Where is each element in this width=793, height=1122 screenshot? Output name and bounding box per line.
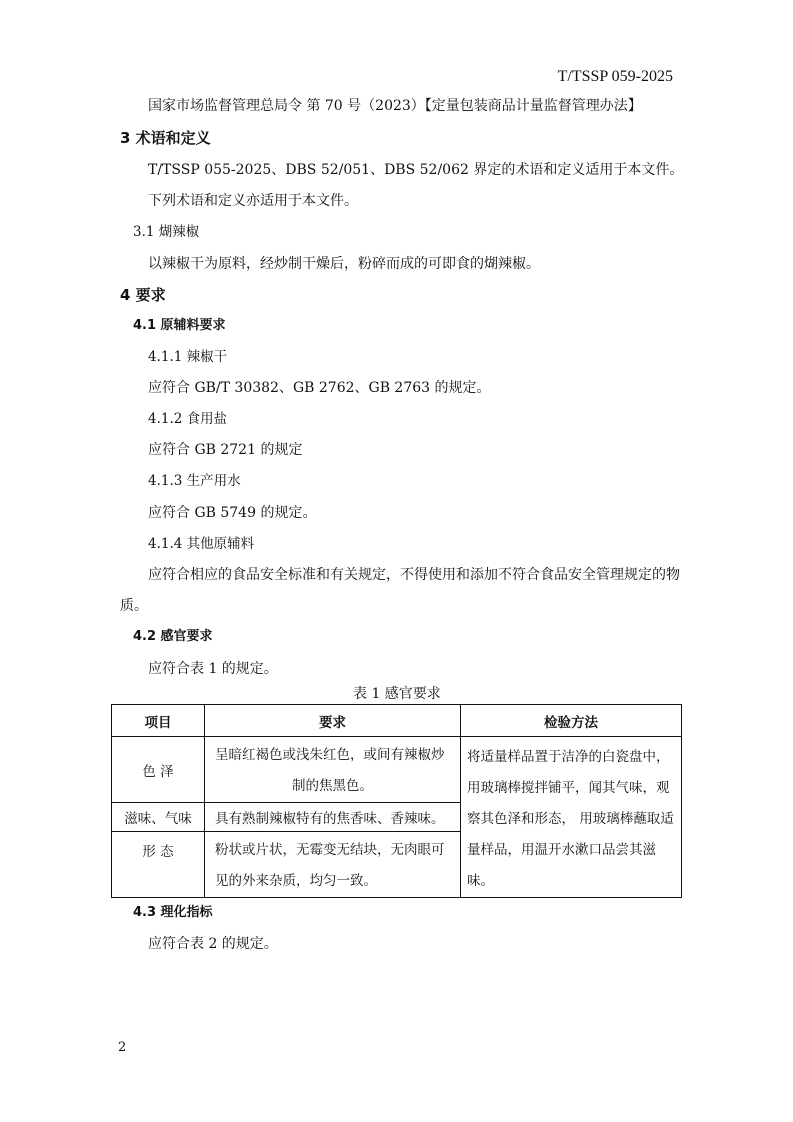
section-4-2-heading: 4.2 感官要求: [133, 629, 213, 644]
section-4-1-heading: 4.1 原辅料要求: [133, 318, 226, 333]
section-4-1-4-heading: 4.1.4 其他原辅料: [148, 536, 255, 552]
section-3-1-definition: 以辣椒干为原料，经炒制干燥后，粉碎而成的可即食的煳辣椒。: [148, 256, 540, 272]
row-requirement-color: [205, 737, 461, 803]
page-number: 2: [118, 1040, 127, 1055]
section-3-para-2: 下列术语和定义亦适用于本文件。: [148, 193, 358, 209]
row-item-color: 色 泽: [112, 737, 205, 803]
requirement-line: 粉状或片状，无霉变无结块，无肉眼可: [215, 842, 445, 858]
row-requirement-form: [205, 832, 461, 898]
document-code: T/TSSP 059-2025: [557, 68, 673, 85]
section-3-para-1: T/TSSP 055-2025、DBS 52/051、DBS 52/062 界定的术语和定义适用于本文件。: [148, 162, 684, 178]
section-4-3-heading: 4.3 理化指标: [133, 905, 213, 920]
table-1-caption: 表 1 感官要求: [353, 686, 441, 702]
table-row: [112, 737, 682, 803]
section-3-1-heading: 3.1 煳辣椒: [133, 224, 200, 240]
section-4-1-3-body: 应符合 GB 5749 的规定。: [148, 505, 317, 521]
section-4-1-3-heading: 4.1.3 生产用水: [148, 473, 241, 489]
section-4-1-4-body-line-2: 质。: [120, 598, 148, 614]
requirement-line: 制的焦黑色。: [292, 778, 373, 794]
section-4-2-body: 应符合表 1 的规定。: [148, 661, 278, 677]
requirement-line: 呈暗红褐色或浅朱红色，或间有辣椒炒: [215, 747, 445, 763]
test-method-cell: 将适量样品置于洁净的白瓷盘中，用玻璃棒搅拌铺平，闻其气味，观察其色泽和形态， 用玻璃棒蘸取适量样品，用温开水漱口品尝其滋味。: [461, 737, 682, 898]
table-header-row: [112, 705, 682, 737]
section-4-heading: 4 要求: [120, 286, 166, 304]
header-test-method: 检验方法: [461, 705, 682, 737]
header-item: 项目: [112, 705, 205, 737]
sensory-requirements-table: [111, 704, 682, 898]
section-4-3-body: 应符合表 2 的规定。: [148, 936, 278, 952]
section-4-1-1-heading: 4.1.1 辣椒干: [148, 349, 228, 365]
header-requirement: 要求: [205, 705, 461, 737]
section-4-1-1-body: 应符合 GB/T 30382、GB 2762、GB 2763 的规定。: [148, 380, 491, 396]
row-item-form: 形 态: [112, 832, 205, 898]
row-requirement-taste-smell: 具有熟制辣椒特有的焦香味、香辣味。: [205, 803, 461, 832]
requirement-line: 见的外来杂质，均匀一致。: [215, 873, 377, 889]
row-item-taste-smell: 滋味、气味: [112, 803, 205, 832]
section-4-1-2-body: 应符合 GB 2721 的规定: [148, 442, 303, 458]
section-4-1-2-heading: 4.1.2 食用盐: [148, 411, 228, 427]
reference-line: 国家市场监督管理总局令 第 70 号（2023）【定量包装商品计量监督管理办法】: [148, 98, 642, 114]
section-4-1-4-body-line-1: 应符合相应的食品安全标准和有关规定，不得使用和添加不符合食品安全管理规定的物: [148, 567, 680, 583]
section-3-heading: 3 术语和定义: [120, 129, 211, 147]
